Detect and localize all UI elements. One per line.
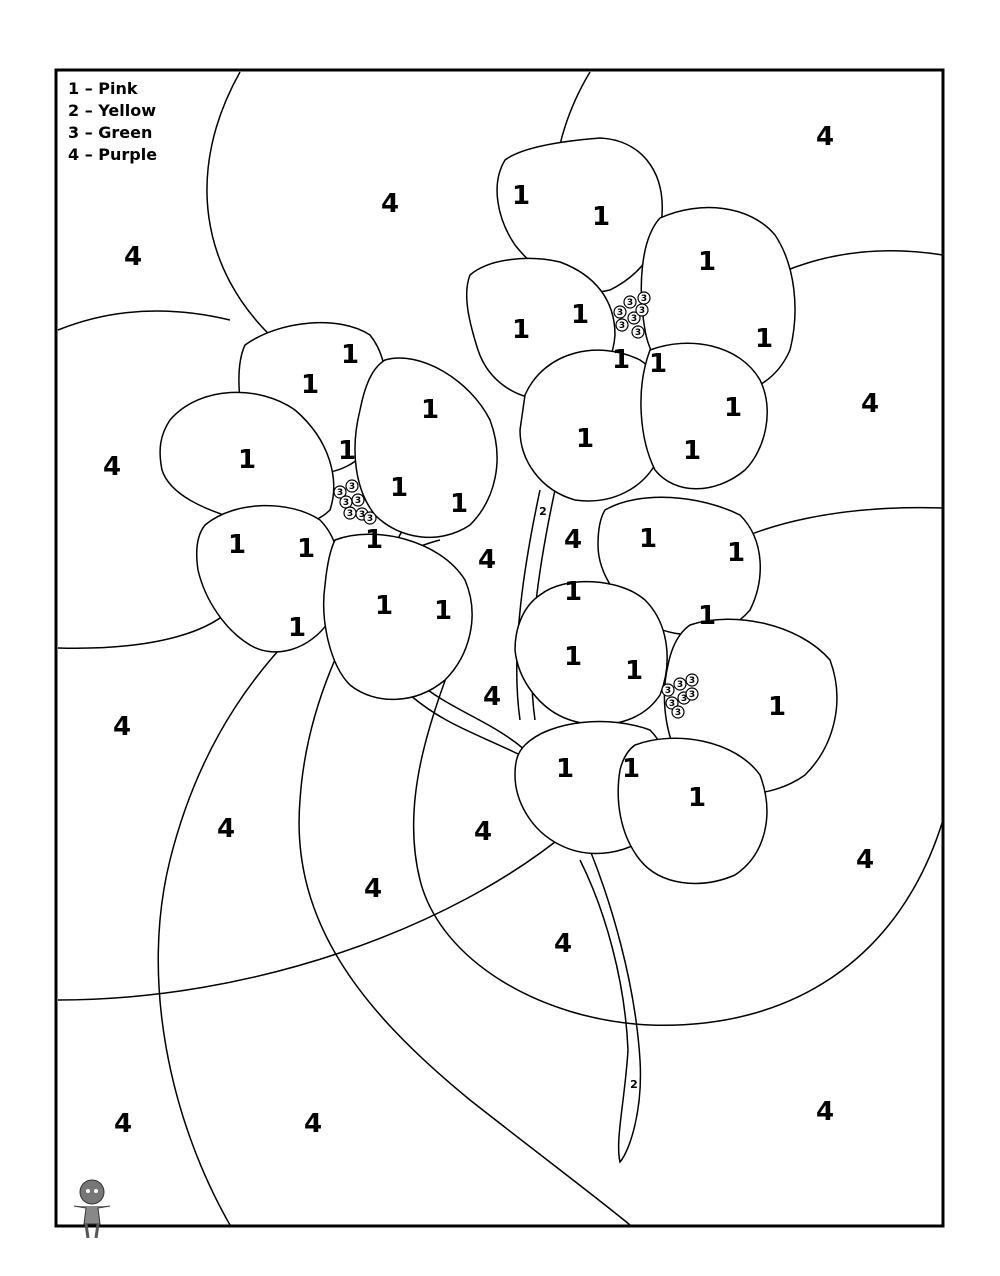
region-number: 4 [102,452,122,482]
region-number: 1 [697,601,717,631]
region-number: 1 [227,530,247,560]
region-number: 4 [112,712,132,742]
region-number: 3 [366,514,374,524]
region-number: 1 [754,324,774,354]
region-number: 1 [389,473,409,503]
region-number: 1 [591,202,611,232]
legend-item-yellow: 2 – Yellow [68,101,156,120]
region-number: 3 [638,306,646,316]
legend-item-purple: 4 – Purple [68,145,158,164]
region-number: 1 [511,181,531,211]
region-number: 3 [688,690,696,700]
region-number: 1 [374,591,394,621]
region-number: 1 [624,656,644,686]
region-number: 1 [575,424,595,454]
region-number: 3 [354,496,362,506]
region-number: 1 [433,596,453,626]
region-number: 3 [626,298,634,308]
region-number: 3 [688,676,696,686]
region-number: 4 [363,874,383,904]
region-number: 1 [621,754,641,784]
region-number: 3 [674,708,682,718]
region-number: 1 [723,393,743,423]
legend-item-pink: 1 – Pink [68,79,138,98]
region-number: 2 [630,1078,638,1091]
region-number: 1 [767,692,787,722]
region-number: 3 [346,509,354,519]
region-number: 4 [815,122,835,152]
region-number: 4 [216,814,236,844]
region-number: 3 [668,699,676,709]
region-number: 4 [477,545,497,575]
region-number: 1 [237,445,257,475]
region-number: 1 [364,525,384,555]
region-number: 4 [563,525,583,555]
region-number: 1 [555,754,575,784]
region-number: 3 [664,686,672,696]
region-number: 3 [680,694,688,704]
region-number: 3 [336,488,344,498]
region-number: 1 [340,340,360,370]
region-number: 3 [630,314,638,324]
region-number: 1 [300,370,320,400]
region-number: 3 [342,498,350,508]
region-number: 1 [611,345,631,375]
region-number: 3 [616,308,624,318]
region-number: 3 [640,294,648,304]
region-number: 3 [348,482,356,492]
region-number: 1 [511,315,531,345]
region-number: 1 [337,436,357,466]
region-number: 1 [726,538,746,568]
region-number: 4 [113,1109,133,1139]
region-number: 1 [697,247,717,277]
region-number: 1 [648,349,668,379]
region-number: 4 [482,682,502,712]
region-number: 1 [687,783,707,813]
region-number: 4 [303,1109,323,1139]
region-number: 1 [638,524,658,554]
region-number: 1 [682,436,702,466]
region-number: 3 [358,510,366,520]
region-number: 3 [634,328,642,338]
region-number: 1 [570,300,590,330]
region-number: 4 [815,1097,835,1127]
region-number: 2 [539,505,547,518]
region-number: 1 [420,395,440,425]
region-number: 4 [860,389,880,419]
region-number: 3 [618,321,626,331]
legend-item-green: 3 – Green [68,123,153,142]
region-number: 1 [563,577,583,607]
region-number: 4 [855,845,875,875]
region-number: 1 [449,489,469,519]
region-number: 4 [553,929,573,959]
region-number: 1 [563,642,583,672]
region-number: 4 [380,189,400,219]
region-number: 4 [123,242,143,272]
region-number: 3 [676,680,684,690]
region-number: 1 [296,534,316,564]
region-number: 4 [473,817,493,847]
region-number: 1 [287,613,307,643]
